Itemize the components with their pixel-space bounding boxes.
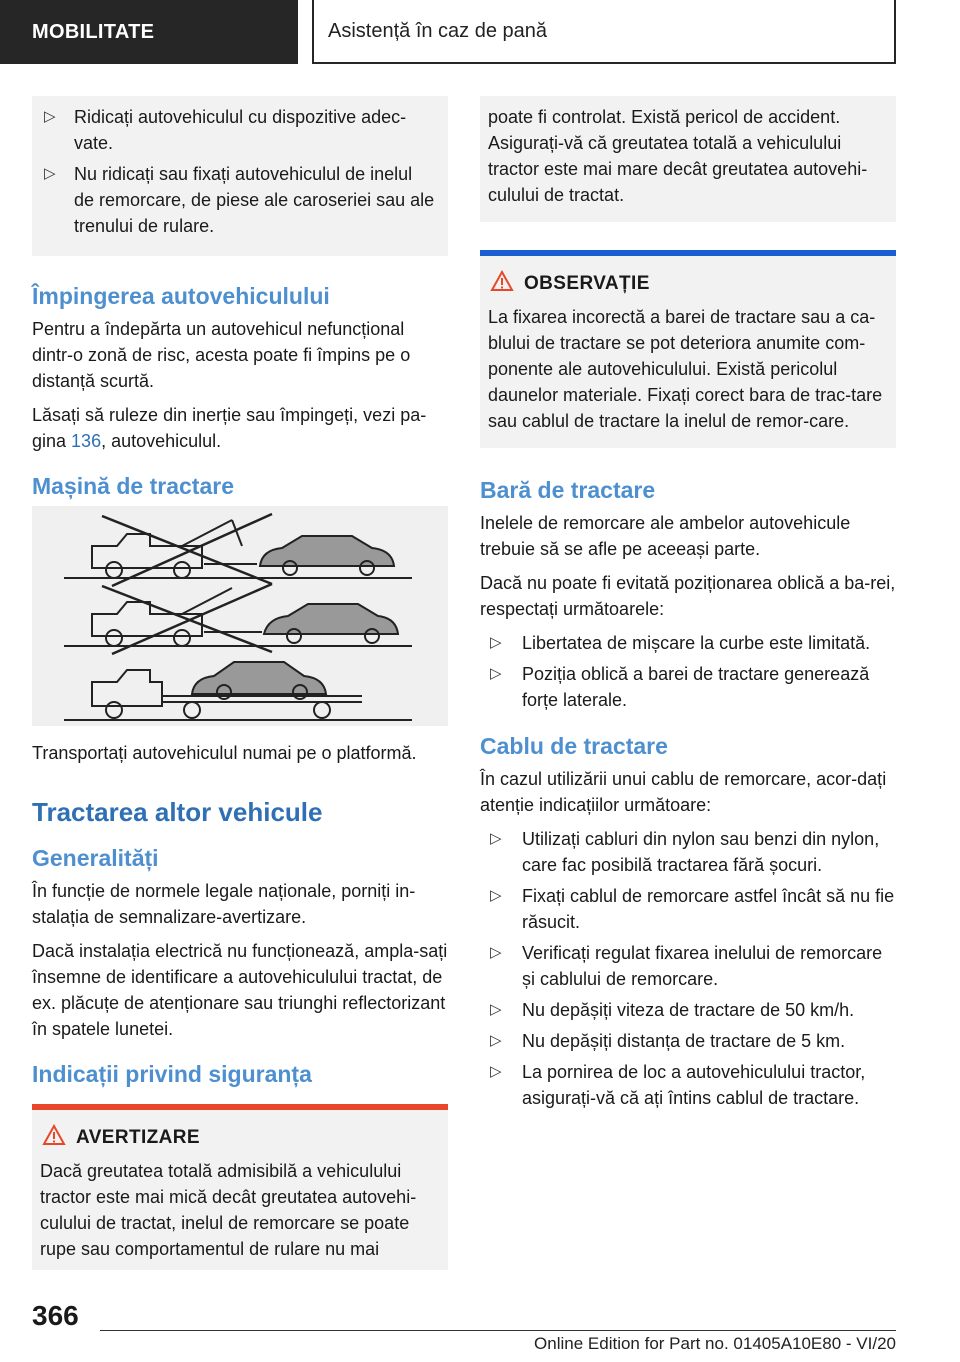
bar-heading: Bară de tractare [480,477,656,503]
warning-triangle-icon [490,270,514,298]
cable-bullets [480,826,896,1111]
warning-continued-box [480,96,896,222]
bullet-arrow-icon: ▷ [490,1063,502,1080]
left-column [32,96,448,1270]
bullet-arrow-icon: ▷ [490,665,502,682]
bullet-arrow-icon: ▷ [490,830,502,847]
bar-paragraph-1: Inelele de remorcare ale ambelor autovehicule trebuie să se afle pe aceeași parte. [480,513,851,559]
section-tab [0,0,298,64]
edition-text: Online Edition for Part no. 01405A10E80 - VI/20 [534,1334,896,1353]
list-item: ▷ Fixați cablul de remorcare astfel încât să nu fie răsucit. [480,883,896,935]
list-item: ▷ Verificați regulat fixarea inelului de remorcare și cablului de remorcare. [480,940,896,992]
warning-continued-text: poate fi controlat. Există pericol de accident. Asigurați-vă că greutatea totală a vehiculului tractor este mai mare decât greutatea autovehi-culului de tractat. [488,107,868,205]
warning-text: Dacă greutatea totală admisibilă a vehiculului tractor este mai mică decât greutatea autovehi-culului de tractat, inelul de remorcare se poate rupe sau comportamentul de rulare nu mai [40,1161,417,1259]
notice-box [480,250,896,448]
bullet-arrow-icon: ▷ [44,165,56,182]
tow-vehicle-heading: Mașină de tractare [32,473,234,499]
general-paragraph-2: Dacă instalația electrică nu funcționează, ampla-sați însemne de identificare a autovehiculului tractat, de ex. plăcuțe de atenționare sau triunghi reflectorizant în spatele lunetei. [32,941,448,1039]
push-paragraph-2: Lăsați să ruleze din inerție sau împingeți, vezi pa-gina 136, autovehiculul. [32,405,427,451]
bullet-arrow-icon: ▷ [490,1001,502,1018]
bullet-arrow-icon: ▷ [44,108,56,125]
warning-title: AVERTIZARE [76,1127,200,1148]
list-item: ▷ Poziția oblică a barei de tractare generează forțe laterale. [480,661,896,713]
list-item: ▷ Libertatea de mișcare la curbe este limitată. [480,630,896,656]
tow-truck-drawing [32,506,448,726]
page-number: 366 [32,1300,79,1331]
safety-heading: Indicații privind siguranța [32,1061,312,1087]
notice-title-row [488,270,888,298]
notice-text: La fixarea incorectă a barei de tractare sau a ca-blului de tractare se pot deteriora anumite com-ponente ale autovehiculului. Există pericolul daunelor materiale. Fixați corect bara de trac-tare sau cablul de tractare la inelul de remor-care. [488,307,883,431]
bar-paragraph-2: Dacă nu poate fi evitată poziționarea oblică a ba-rei, respectați următoarele: [480,573,896,619]
list-item: ▷ Ridicați autovehiculul cu dispozitive adec-vate. [44,104,436,156]
towing-others-heading: Tractarea altor vehicule [32,797,323,827]
list-item: ▷ Nu ridicați sau fixați autovehiculul de inelul de remorcare, de piese ale caroseriei sau ale trenului de rulare. [44,161,436,239]
warning-box [32,1104,448,1270]
general-heading: Generalități [32,845,159,871]
tow-truck-illustration [32,506,448,726]
list-item: ▷ Utilizați cabluri din nylon sau benzi din nylon, care fac posibilă tractarea fără șocuri. [480,826,896,878]
notice-title: OBSERVAȚIE [524,273,650,294]
footer-divider [100,1330,896,1331]
cable-paragraph-1: În cazul utilizării unui cablu de remorcare, acor-dați atenție indicațiilor următoare: [480,769,887,815]
list-item: ▷ Nu depășiți viteza de tractare de 50 km/h. [480,997,896,1023]
list-item: ▷ Nu depășiți distanța de tractare de 5 km. [480,1028,896,1054]
chapter-tab [312,0,896,64]
lift-bullets [44,104,436,239]
warning-title-row [40,1124,440,1152]
cable-heading: Cablu de tractare [480,733,668,759]
right-column [480,96,896,1116]
list-item: ▷ La pornirea de loc a autovehiculului tractor, asigurați-vă că ați întins cablul de tractare. [480,1059,896,1111]
bullet-arrow-icon: ▷ [490,887,502,904]
general-paragraph-1: În funcție de normele legale naționale, porniți in-stalația de semnalizare-avertizare. [32,881,416,927]
lift-notes-box [32,96,448,256]
bullet-arrow-icon: ▷ [490,634,502,651]
bullet-arrow-icon: ▷ [490,1032,502,1049]
bar-bullets [480,630,896,713]
push-paragraph-1: Pentru a îndepărta un autovehicul nefuncțional dintr-o zonă de risc, acesta poate fi împins pe o distanță scurtă. [32,319,411,391]
chapter-title: Asistență în caz de pană [328,19,548,42]
tow-vehicle-caption: Transportați autovehiculul numai pe o platformă. [32,743,417,763]
section-title: MOBILITATE [32,20,155,43]
page-link[interactable]: 136 [71,431,102,451]
bullet-arrow-icon: ▷ [490,944,502,961]
push-heading: Împingerea autovehiculului [32,283,330,309]
warning-triangle-icon [42,1124,66,1152]
